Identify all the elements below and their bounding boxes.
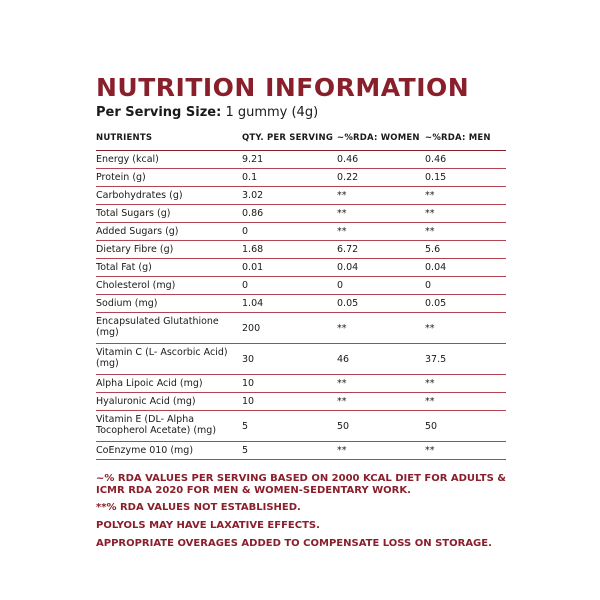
rda-men: 0 <box>425 277 506 295</box>
qty-per-serving: 30 <box>242 344 337 375</box>
rda-women: 46 <box>337 344 425 375</box>
rda-men: 0.15 <box>425 169 506 187</box>
rda-women: 0.05 <box>337 295 425 313</box>
nutrient-name: Protein (g) <box>96 169 242 187</box>
qty-per-serving: 0 <box>242 223 337 241</box>
rda-men: ** <box>425 375 506 393</box>
table-row <box>96 411 506 442</box>
nutrient-name: CoEnzyme 010 (mg) <box>96 442 242 460</box>
rda-women: 0 <box>337 277 425 295</box>
rda-women: 0.22 <box>337 169 425 187</box>
rda-women: ** <box>337 442 425 460</box>
serving-size <box>96 105 506 121</box>
nutrient-name: Energy (kcal) <box>96 151 242 169</box>
table-row <box>96 187 506 205</box>
table-row <box>96 393 506 411</box>
nutrient-name: Vitamin C (L- Ascorbic Acid) (mg) <box>96 344 242 375</box>
table-row <box>96 151 506 169</box>
nutrition-panel <box>96 74 506 556</box>
table-row <box>96 442 506 460</box>
footnotes <box>96 473 506 550</box>
rda-women: 50 <box>337 411 425 442</box>
qty-per-serving: 0.01 <box>242 259 337 277</box>
qty-per-serving: 0.86 <box>242 205 337 223</box>
qty-per-serving: 5 <box>242 411 337 442</box>
qty-per-serving: 1.04 <box>242 295 337 313</box>
column-header-rda-men: ~%RDA: MEN <box>425 128 506 151</box>
rda-women: ** <box>337 205 425 223</box>
rda-men: ** <box>425 187 506 205</box>
qty-per-serving: 0 <box>242 277 337 295</box>
table-row <box>96 375 506 393</box>
table-row <box>96 241 506 259</box>
table-row <box>96 295 506 313</box>
rda-women: ** <box>337 223 425 241</box>
nutrient-name: Alpha Lipoic Acid (mg) <box>96 375 242 393</box>
footnote-polyols: POLYOLS MAY HAVE LAXATIVE EFFECTS. <box>96 520 320 531</box>
qty-per-serving: 0.1 <box>242 169 337 187</box>
page-title: NUTRITION INFORMATION <box>96 73 470 102</box>
rda-men: 50 <box>425 411 506 442</box>
rda-women: 6.72 <box>337 241 425 259</box>
table-row <box>96 313 506 344</box>
rda-men: ** <box>425 223 506 241</box>
footnote-overages: APPROPRIATE OVERAGES ADDED TO COMPENSATE LOSS ON STORAGE. <box>96 538 492 549</box>
column-header-qty: QTY. PER SERVING <box>242 128 337 151</box>
rda-women: 0.04 <box>337 259 425 277</box>
rda-men: ** <box>425 442 506 460</box>
qty-per-serving: 10 <box>242 393 337 411</box>
serving-size-value: 1 gummy (4g) <box>225 105 319 120</box>
table-row <box>96 205 506 223</box>
table-row <box>96 259 506 277</box>
rda-women: ** <box>337 393 425 411</box>
qty-per-serving: 1.68 <box>242 241 337 259</box>
rda-men: 37.5 <box>425 344 506 375</box>
serving-size-label: Per Serving Size: <box>96 105 222 120</box>
rda-men: 0.05 <box>425 295 506 313</box>
rda-men: 0.04 <box>425 259 506 277</box>
nutrient-name: Total Sugars (g) <box>96 205 242 223</box>
footnote-rda-not-established: **% RDA VALUES NOT ESTABLISHED. <box>96 502 301 513</box>
nutrient-name: Carbohydrates (g) <box>96 187 242 205</box>
nutrient-name: Cholesterol (mg) <box>96 277 242 295</box>
nutrient-name: Encapsulated Glutathione (mg) <box>96 313 242 344</box>
qty-per-serving: 9.21 <box>242 151 337 169</box>
rda-men: 5.6 <box>425 241 506 259</box>
rda-men: 0.46 <box>425 151 506 169</box>
qty-per-serving: 10 <box>242 375 337 393</box>
table-row <box>96 223 506 241</box>
rda-women: ** <box>337 313 425 344</box>
table-row <box>96 344 506 375</box>
nutrient-name: Sodium (mg) <box>96 295 242 313</box>
nutrient-name: Hyaluronic Acid (mg) <box>96 393 242 411</box>
table-row <box>96 169 506 187</box>
nutrient-name: Added Sugars (g) <box>96 223 242 241</box>
rda-women: 0.46 <box>337 151 425 169</box>
nutrition-table <box>96 128 506 460</box>
nutrient-name: Dietary Fibre (g) <box>96 241 242 259</box>
qty-per-serving: 200 <box>242 313 337 344</box>
column-header-rda-women: ~%RDA: WOMEN <box>337 128 425 151</box>
column-header-nutrients: NUTRIENTS <box>96 128 242 151</box>
rda-men: ** <box>425 393 506 411</box>
qty-per-serving: 5 <box>242 442 337 460</box>
nutrient-name: Vitamin E (DL- Alpha Tocopherol Acetate) (mg) <box>96 411 242 442</box>
nutrient-name: Total Fat (g) <box>96 259 242 277</box>
rda-men: ** <box>425 205 506 223</box>
rda-men: ** <box>425 313 506 344</box>
rda-women: ** <box>337 187 425 205</box>
qty-per-serving: 3.02 <box>242 187 337 205</box>
rda-women: ** <box>337 375 425 393</box>
table-header-row <box>96 128 506 151</box>
footnote-rda-basis: ~% RDA VALUES PER SERVING BASED ON 2000 KCAL DIET FOR ADULTS & ICMR RDA 2020 FOR MEN & WOMEN-SEDENTARY WORK. <box>96 473 506 496</box>
table-row <box>96 277 506 295</box>
